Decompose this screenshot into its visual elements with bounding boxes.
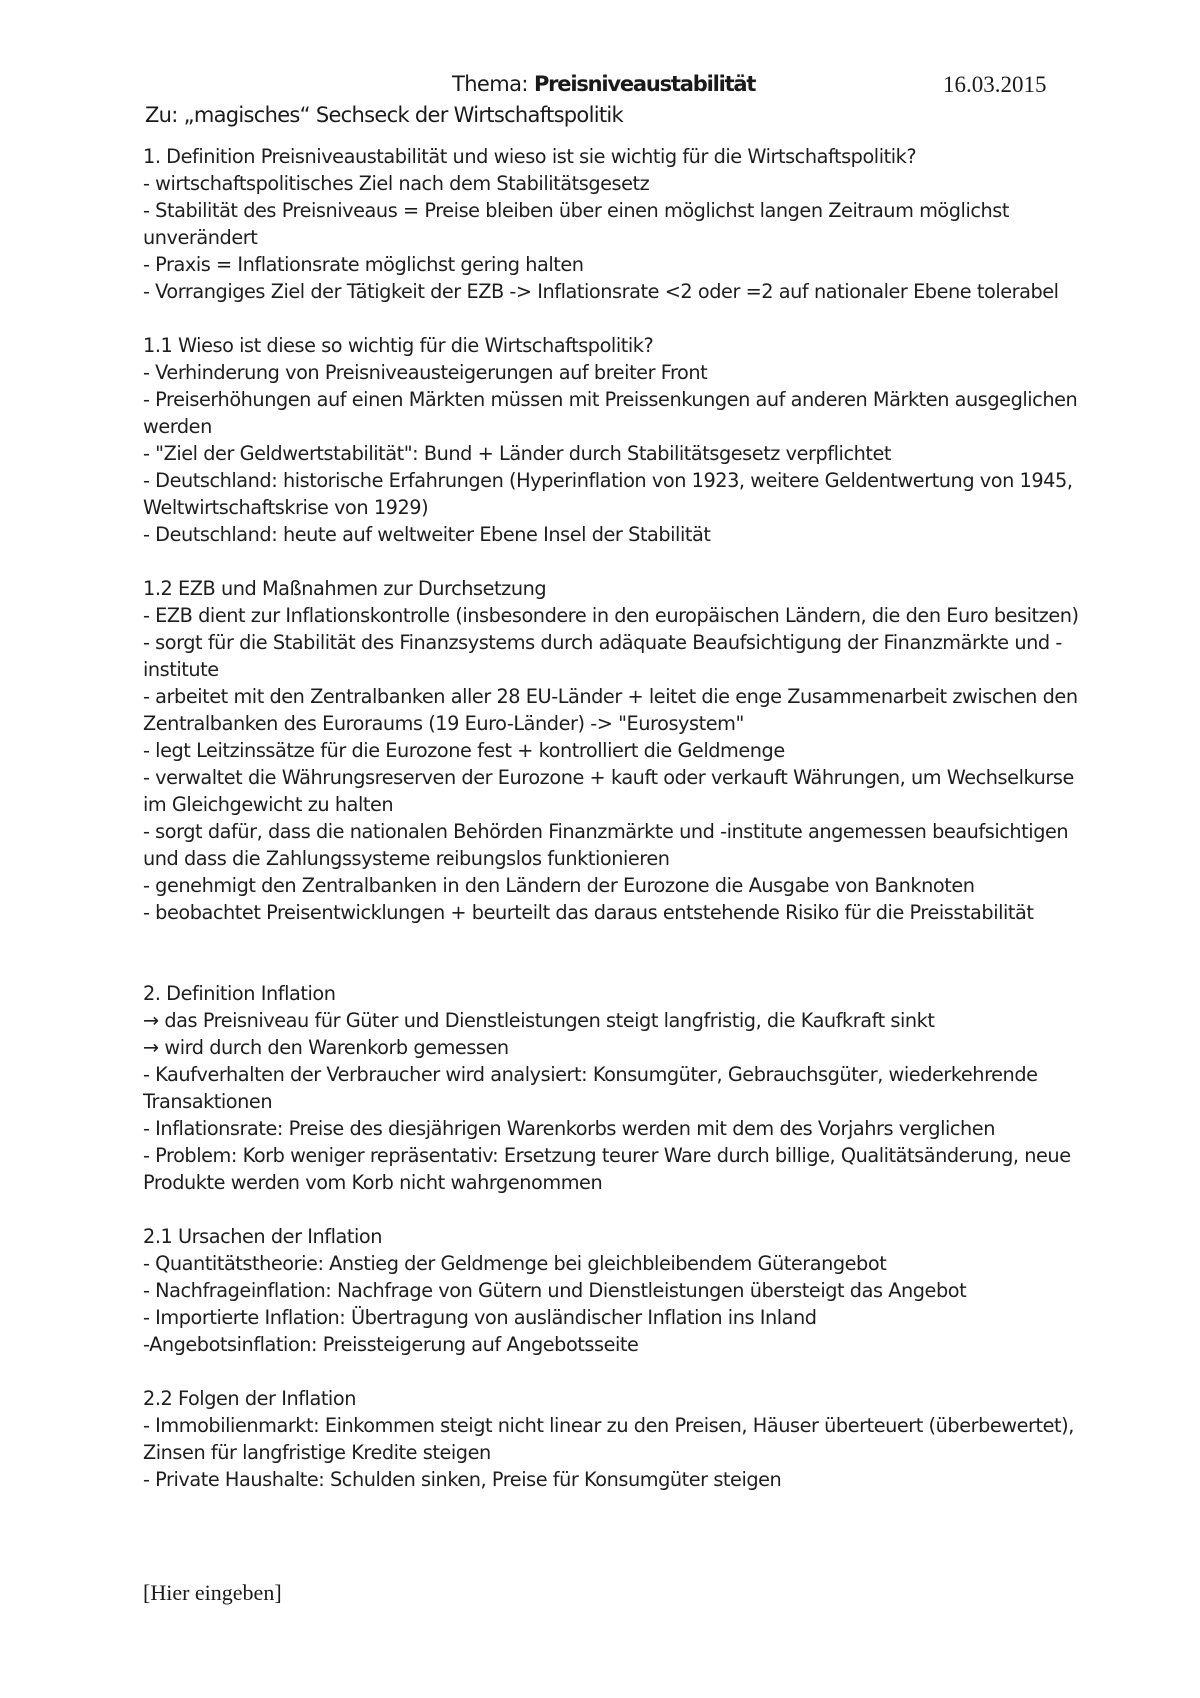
section-line: - Verhinderung von Preisniveausteigerungen auf breiter Front bbox=[143, 361, 708, 384]
section-line: - Kaufverhalten der Verbraucher wird analysiert: Konsumgüter, Gebrauchsgüter, wiederkehrende Transaktionen bbox=[143, 1063, 1038, 1113]
section-line: - Deutschland: historische Erfahrungen (Hyperinflation von 1923, weitere Geldentwertung von 1945, Weltwirtschaftskrise von 1929) bbox=[143, 469, 1073, 519]
section-heading: 1.1 Wieso ist diese so wichtig für die Wirtschaftspolitik? bbox=[143, 334, 654, 357]
section-line: -Angebotsinflation: Preissteigerung auf Angebotsseite bbox=[143, 1333, 639, 1356]
section bbox=[143, 332, 1083, 548]
header-row bbox=[0, 72, 1200, 102]
section bbox=[143, 575, 1083, 926]
section-heading: 2. Definition Inflation bbox=[143, 982, 336, 1005]
section-line: - Problem: Korb weniger repräsentativ: Ersetzung teurer Ware durch billige, Qualitätsänderung, neue Produkte werden vom Korb nicht wahrgenommen bbox=[143, 1144, 1071, 1194]
section-line: - Importierte Inflation: Übertragung von ausländischer Inflation ins Inland bbox=[143, 1306, 817, 1329]
section-line: - wirtschaftspolitisches Ziel nach dem Stabilitätsgesetz bbox=[143, 172, 650, 195]
section-line: - verwaltet die Währungsreserven der Eurozone + kauft oder verkauft Währungen, um Wechselkurse im Gleichgewicht zu halten bbox=[143, 766, 1074, 816]
document-date: 16.03.2015 bbox=[943, 72, 1047, 97]
section-line: - Praxis = Inflationsrate möglichst gering halten bbox=[143, 253, 584, 276]
section-heading: 1.2 EZB und Maßnahmen zur Durchsetzung bbox=[143, 577, 547, 600]
topic-prefix: Thema: bbox=[452, 72, 534, 96]
section-line: → das Preisniveau für Güter und Dienstleistungen steigt langfristig, die Kaufkraft sinkt bbox=[143, 1009, 935, 1032]
topic-title bbox=[452, 72, 755, 96]
section-line: - Stabilität des Preisniveaus = Preise bleiben über einen möglichst langen Zeitraum möglichst unverändert bbox=[143, 199, 1009, 249]
section bbox=[143, 1385, 1083, 1493]
section-line: → wird durch den Warenkorb gemessen bbox=[143, 1036, 509, 1059]
section bbox=[143, 143, 1083, 305]
section-line: - legt Leitzinssätze für die Eurozone fest + kontrolliert die Geldmenge bbox=[143, 739, 785, 762]
section-line: - Deutschland: heute auf weltweiter Ebene Insel der Stabilität bbox=[143, 523, 711, 546]
section-line: - EZB dient zur Inflationskontrolle (insbesondere in den europäischen Ländern, die den Euro besitzen) bbox=[143, 604, 1079, 627]
section-line: - genehmigt den Zentralbanken in den Ländern der Eurozone die Ausgabe von Banknoten bbox=[143, 874, 975, 897]
section bbox=[143, 980, 1083, 1196]
section-line: - Private Haushalte: Schulden sinken, Preise für Konsumgüter steigen bbox=[143, 1468, 782, 1491]
section-line: - arbeitet mit den Zentralbanken aller 28 EU-Länder + leitet die enge Zusammenarbeit zwischen den Zentralbanken des Euroraums (19 Euro-Länder) -> "Eurosystem" bbox=[143, 685, 1078, 735]
section-line: - sorgt dafür, dass die nationalen Behörden Finanzmärkte und -institute angemessen beaufsichtigen und dass die Zahlungssysteme reibungslos funktionieren bbox=[143, 820, 1069, 870]
section-heading: 1. Definition Preisniveaustabilität und wieso ist sie wichtig für die Wirtschaftspolitik? bbox=[143, 145, 917, 168]
section bbox=[143, 1223, 1083, 1358]
section-line: - Nachfrageinflation: Nachfrage von Gütern und Dienstleistungen übersteigt das Angebot bbox=[143, 1279, 967, 1302]
topic-bold: Preisniveaustabilität bbox=[533, 72, 756, 96]
section-line: - beobachtet Preisentwicklungen + beurteilt das daraus entstehende Risiko für die Preisstabilität bbox=[143, 901, 1034, 924]
document-body bbox=[143, 143, 1083, 1493]
section-heading: 2.1 Ursachen der Inflation bbox=[143, 1225, 382, 1248]
section-line: - Vorrangiges Ziel der Tätigkeit der EZB -> Inflationsrate <2 oder =2 auf nationaler Ebene tolerabel bbox=[143, 280, 1059, 303]
section-line: - sorgt für die Stabilität des Finanzsystems durch adäquate Beaufsichtigung der Finanzmärkte und -institute bbox=[143, 631, 1062, 681]
section-line: - Quantitätstheorie: Anstieg der Geldmenge bei gleichbleibendem Güterangebot bbox=[143, 1252, 887, 1275]
placeholder-text[interactable]: [Hier eingeben] bbox=[143, 1580, 282, 1605]
section-line: - Inflationsrate: Preise des diesjährigen Warenkorbs werden mit dem des Vorjahrs verglichen bbox=[143, 1117, 995, 1140]
section-heading: 2.2 Folgen der Inflation bbox=[143, 1387, 356, 1410]
section-line: - "Ziel der Geldwertstabilität": Bund + Länder durch Stabilitätsgesetz verpflichtet bbox=[143, 442, 891, 465]
section-line: - Immobilienmarkt: Einkommen steigt nicht linear zu den Preisen, Häuser überteuert (überbewertet), Zinsen für langfristige Kredite steigen bbox=[143, 1414, 1074, 1464]
section-line: - Preiserhöhungen auf einen Märkten müssen mit Preissenkungen auf anderen Märkten ausgeglichen werden bbox=[143, 388, 1078, 438]
subtitle: Zu: „magisches“ Sechseck der Wirtschaftspolitik bbox=[145, 103, 623, 127]
